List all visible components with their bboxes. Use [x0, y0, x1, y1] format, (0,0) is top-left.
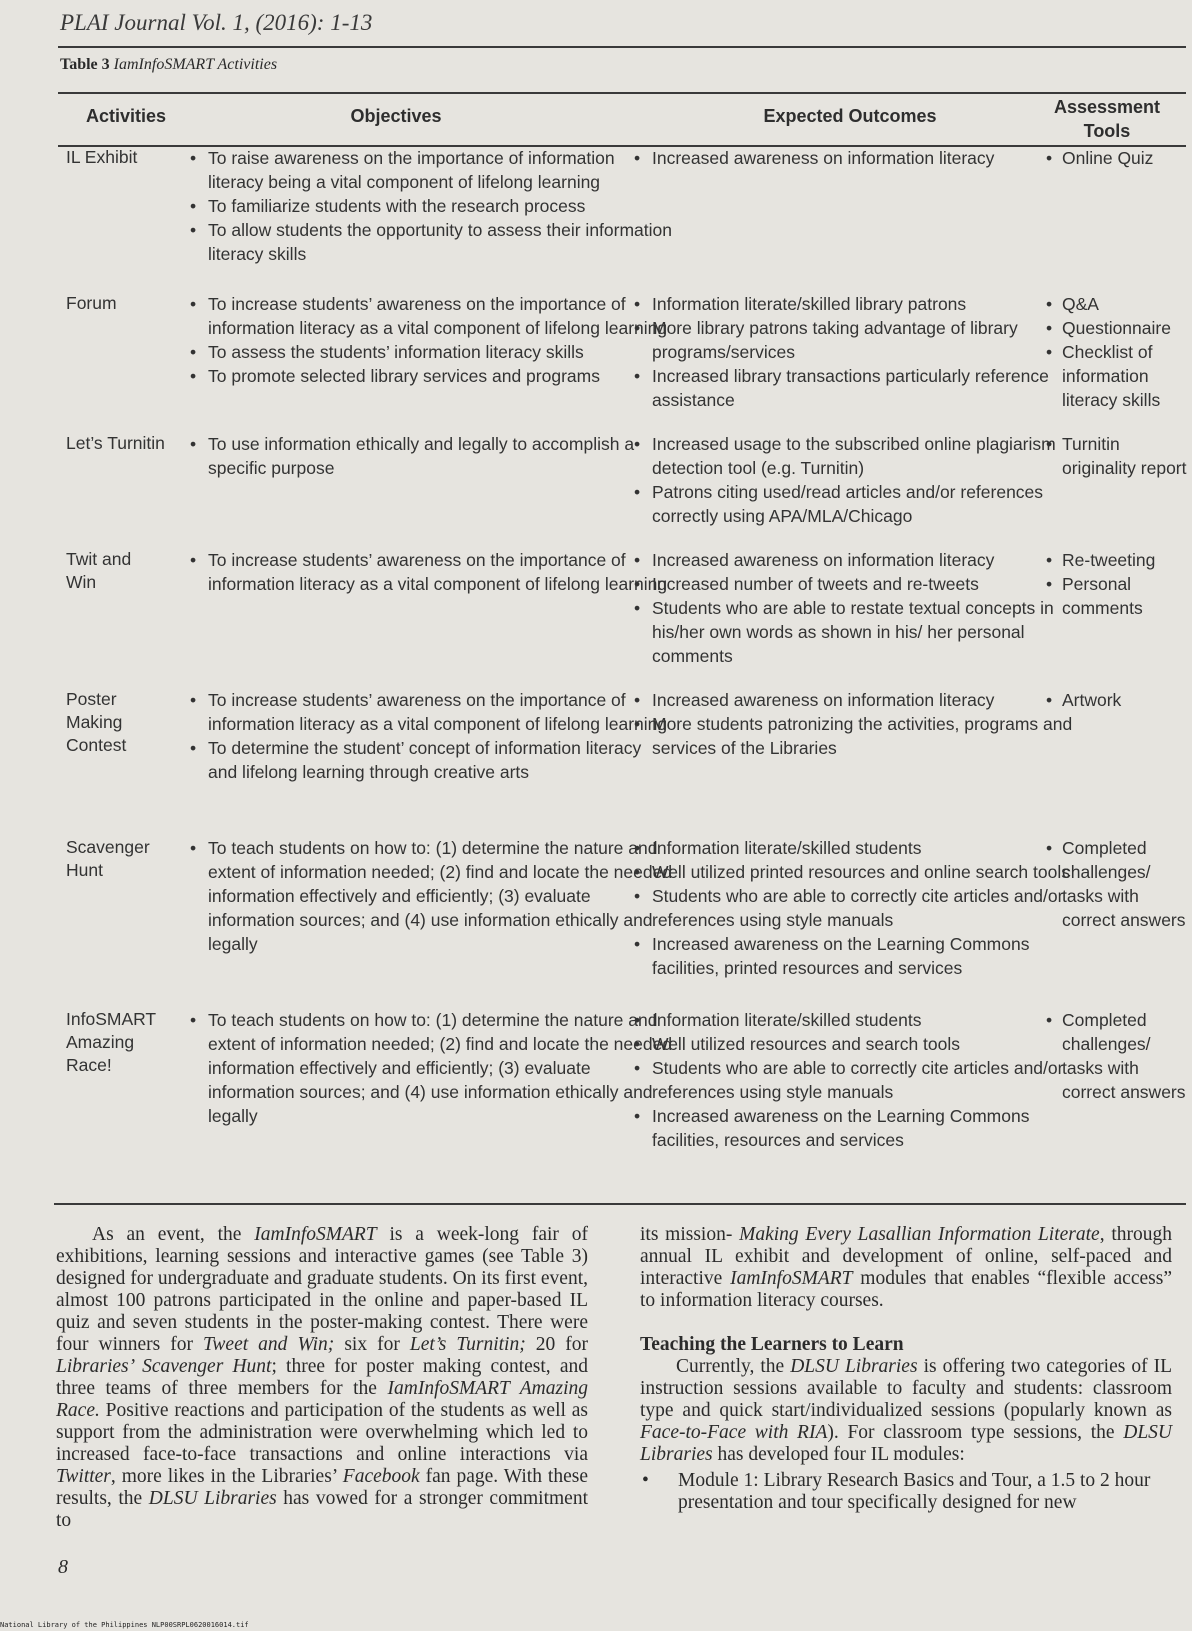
outcomes-list [630, 548, 1090, 668]
tools-list-item: • Re-tweeting [1042, 548, 1192, 572]
activity-name: Scavenger Hunt [66, 837, 150, 880]
outcomes-list-item: • Students who are able to restate textual concepts in his/her own words as shown in his/ her personal comments [630, 596, 1090, 668]
objectives-list-item: • To assess the students’ information literacy skills [186, 340, 674, 364]
tools-list-item: • Completed challenges/ tasks with correct answers [1042, 836, 1192, 932]
objectives-list-item: • To teach students on how to: (1) determine the nature and extent of information needed; (2) find and locate the needed information effectively and efficiently; (3) evaluate information sources; and (4) use information ethically and legally [186, 1008, 674, 1128]
right-paragraph-2: Currently, the DLSU Libraries is offering two categories of IL instruction sessions available to faculty and students: classroom type and quick start/individualized sessions (popularly known as Face-to-Face with RIA). For classroom type sessions, the DLSU Libraries has developed four IL modules: [640, 1356, 1172, 1465]
left-paragraph: As an event, the IamInfoSMART is a week-long fair of exhibitions, learning sessions and interactive games (see Table 3) designed for undergraduate and graduate students. On its first event, almost 100 patrons participated in the online and paper-based IL quiz and seven students in the poster-making contest. There were four winners for Tweet and Win; six for Let’s Turnitin; 20 for Libraries’ Scavenger Hunt; three for poster making contest, and three teams of three members for the IamInfoSMART Amazing Race. Positive reactions and participation of the students as well as support from the administration were overwhelming which led to increased face-to-face transactions and online interactions via Twitter, more likes in the Libraries’ Facebook fan page. With these results, the DLSU Libraries has vowed for a stronger commitment to [56, 1224, 589, 1531]
activity-name: Twit and Win [66, 549, 132, 592]
outcomes-list [630, 292, 1090, 412]
col-header-activities: Activities [85, 106, 167, 126]
page-number: 8 [58, 1556, 68, 1578]
tools-list-item: • Q&A [1042, 292, 1192, 316]
objectives-list-item: • To increase students’ awareness on the importance of information literacy as a vital component of lifelong learning [186, 688, 674, 736]
activity-name: Forum [66, 293, 117, 313]
tools-list [1042, 688, 1192, 712]
outcomes-list-item: • Increased awareness on information literacy [630, 146, 1090, 170]
objectives-list [186, 146, 674, 266]
tools-list [1042, 1008, 1192, 1104]
objectives-list-item: • To raise awareness on the importance of information literacy being a vital component of lifelong learning [186, 146, 674, 194]
tools-list-item: • Completed challenges/ tasks with correct answers [1042, 1008, 1192, 1104]
outcomes-list-item: • Well utilized resources and search tools [630, 1032, 1090, 1056]
objectives-list-item: • To allow students the opportunity to assess their information literacy skills [186, 218, 674, 266]
outcomes-list [630, 146, 1090, 170]
table-bottom-rule [54, 1203, 1186, 1205]
outcomes-list-item: • Information literate/skilled students [630, 836, 1090, 860]
col-header-outcomes: Expected Outcomes [763, 106, 937, 126]
objectives-list [186, 836, 674, 956]
outcomes-list-item: • Increased awareness on information literacy [630, 548, 1090, 572]
outcomes-list-item: • Patrons citing used/read articles and/or references correctly using APA/MLA/Chicago [630, 480, 1090, 528]
running-header: PLAI Journal Vol. 1, (2016): 1-13 [60, 10, 373, 35]
outcomes-list-item: • Well utilized printed resources and online search tools [630, 860, 1090, 884]
objectives-list-item: • To teach students on how to: (1) determine the nature and extent of information needed; (2) find and locate the needed information effectively and efficiently; (3) evaluate information sources; and (4) use information ethically and legally [186, 836, 674, 956]
outcomes-list-item: • Information literate/skilled library patrons [630, 292, 1090, 316]
section-heading: Teaching the Learners to Learn [640, 1334, 904, 1355]
outcomes-list-item: • Increased awareness on the Learning Commons facilities, printed resources and services [630, 932, 1090, 980]
outcomes-list [630, 688, 1090, 760]
right-paragraph-1: its mission- Making Every Lasallian Information Literate, through annual IL exhibit and development of online, self-paced and interactive IamInfoSMART modules that enables “flexible access” to information literacy courses. [640, 1224, 1172, 1311]
objectives-list [186, 548, 674, 596]
module-list [640, 1470, 1172, 1514]
tools-list-item: • Questionnaire [1042, 316, 1192, 340]
objectives-list-item: • To promote selected library services and programs [186, 364, 674, 388]
outcomes-list-item: • Increased library transactions particularly reference assistance [630, 364, 1090, 412]
tools-list [1042, 146, 1192, 170]
activity-name: InfoSMART Amazing Race! [66, 1009, 156, 1075]
outcomes-list-item: • Students who are able to correctly cite articles and/or references using style manuals [630, 1056, 1090, 1104]
objectives-list [186, 688, 674, 784]
tools-list-item: • Checklist of information literacy skills [1042, 340, 1192, 412]
col-header-tools: Assessment Tools [1053, 97, 1161, 141]
table-top-rule [58, 92, 1186, 94]
objectives-list-item: • To increase students’ awareness on the importance of information literacy as a vital component of lifelong learning [186, 548, 674, 596]
objectives-list [186, 432, 674, 480]
activity-name: Let’s Turnitin [66, 433, 165, 453]
objectives-list-item: • To increase students’ awareness on the importance of information literacy as a vital component of lifelong learning [186, 292, 674, 340]
table-title: IamInfoSMART Activities [113, 56, 278, 73]
tools-list [1042, 292, 1192, 412]
outcomes-list [630, 836, 1090, 980]
tools-list-item: • Turnitin originality report [1042, 432, 1192, 480]
tools-list [1042, 836, 1192, 932]
outcomes-list-item: • Increased usage to the subscribed online plagiarism detection tool (e.g. Turnitin) [630, 432, 1090, 480]
outcomes-list-item: • More library patrons taking advantage of library programs/services [630, 316, 1090, 364]
tools-list-item: • Artwork [1042, 688, 1192, 712]
outcomes-list [630, 1008, 1090, 1152]
right-column [640, 1224, 1172, 1514]
outcomes-list-item: • Increased awareness on the Learning Commons facilities, resources and services [630, 1104, 1090, 1152]
activity-name: Poster Making Contest [66, 689, 127, 755]
outcomes-list-item: • Increased awareness on information literacy [630, 688, 1090, 712]
header-rule [58, 46, 1186, 48]
outcomes-list-item: • Increased number of tweets and re-tweets [630, 572, 1090, 596]
objectives-list [186, 1008, 674, 1128]
tools-list-item: • Online Quiz [1042, 146, 1192, 170]
objectives-list-item: • To use information ethically and legally to accomplish a specific purpose [186, 432, 674, 480]
objectives-list-item: • To determine the student’ concept of information literacy and lifelong learning through creative arts [186, 736, 674, 784]
outcomes-list-item: • More students patronizing the activities, programs and services of the Libraries [630, 712, 1090, 760]
objectives-list-item: • To familiarize students with the research process [186, 194, 674, 218]
table-caption [60, 56, 277, 74]
outcomes-list [630, 432, 1090, 528]
tools-list [1042, 432, 1192, 480]
objectives-list [186, 292, 674, 388]
left-column [56, 1224, 588, 1532]
outcomes-list-item: • Students who are able to correctly cite articles and/or references using style manuals [630, 884, 1090, 932]
scan-footer: National Library of the Philippines NLP00SRPL0620016014.tif [0, 1621, 249, 1629]
tools-list-item: • Personal comments [1042, 572, 1192, 620]
module-item: • Module 1: Library Research Basics and Tour, a 1.5 to 2 hour presentation and tour specifically designed for new [640, 1470, 1172, 1514]
outcomes-list-item: • Information literate/skilled students [630, 1008, 1090, 1032]
tools-list [1042, 548, 1192, 620]
activity-name: IL Exhibit [66, 147, 138, 167]
col-header-objectives: Objectives [350, 106, 442, 126]
table-label: Table 3 [60, 56, 110, 73]
